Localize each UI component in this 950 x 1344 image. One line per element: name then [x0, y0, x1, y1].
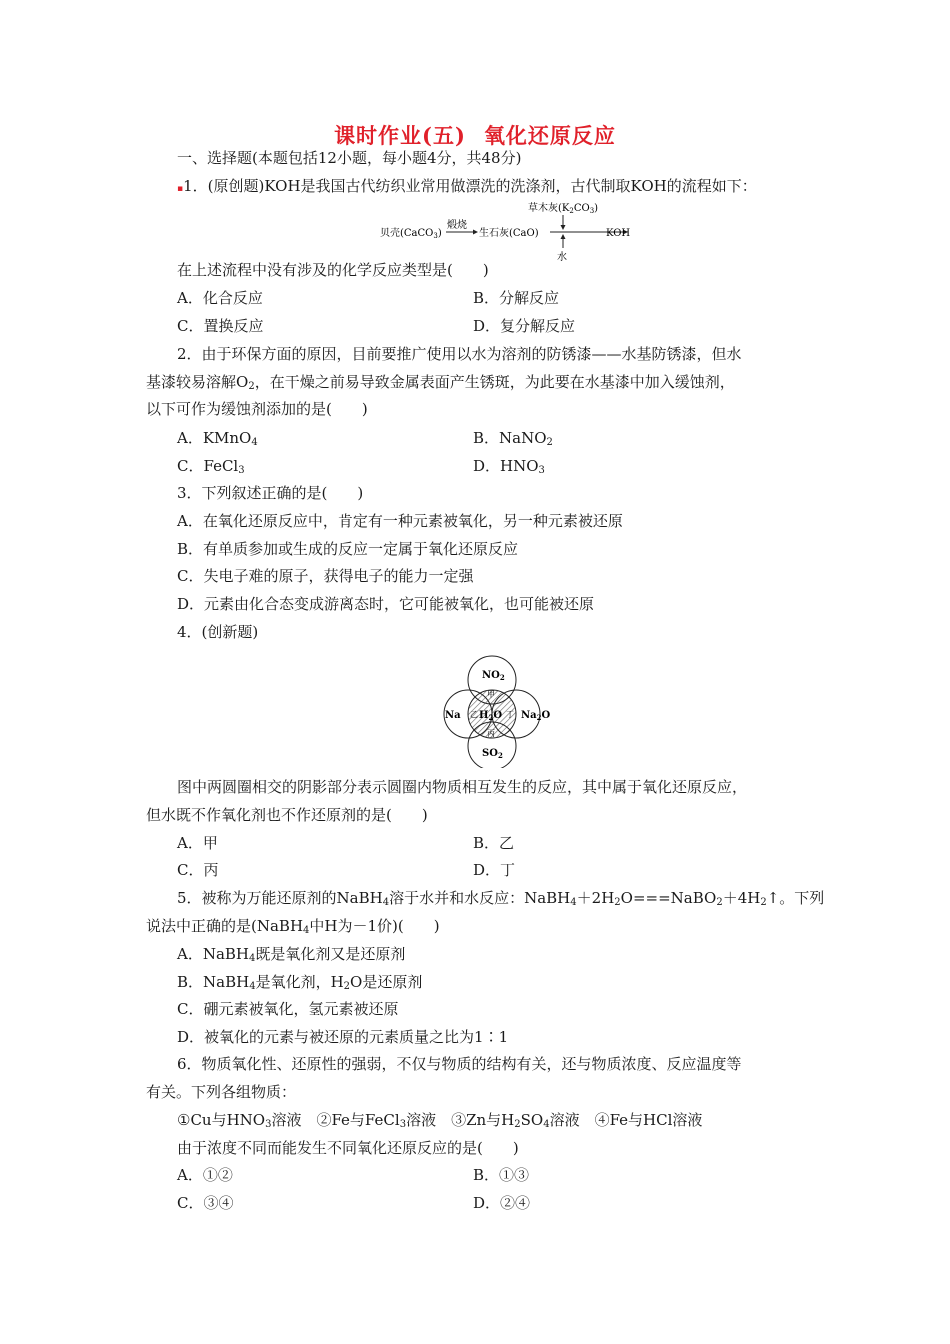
q1-option-c: C．置换反应 [177, 317, 264, 335]
q1-stem: ▪1．(原创题)KOH是我国古代纺织业常用做漂洗的洗涤剂，古代制取KOH的流程如下： [177, 177, 757, 195]
page-title [0, 120, 950, 150]
q4-option-a: A．甲 [177, 834, 218, 852]
flow-top-input: 草木灰$(K_2CO_3)$ [528, 203, 599, 215]
label-ding: 丁 [506, 710, 514, 719]
label-bing: 丙 [487, 729, 495, 738]
flow-arrow-top-head [561, 225, 566, 230]
q1-option-d: D．复分解反应 [473, 317, 576, 335]
q5-line2: 说法中正确的是(NaBH$_4$中H为－1价)( ) [146, 917, 440, 936]
title-part2: 氧化还原反应 [483, 123, 616, 148]
flow-middle: 生石灰(CaO) [479, 228, 539, 239]
q5-option-b: B．NaBH$_4$是氧化剂，$H_2O$是还原剂 [177, 973, 423, 992]
q2-line1: 2．由于环保方面的原因，目前要推广使用以水为溶剂的防锈漆——水基防锈漆，但水 [177, 345, 742, 363]
q5-option-c: C．硼元素被氧化，氢元素被还原 [177, 1000, 399, 1018]
q1-question: 在上述流程中没有涉及的化学反应类型是( ) [177, 261, 489, 279]
q2-option-d: D．$HNO_3$ [473, 457, 545, 476]
label-center: $H_2O$ [479, 710, 503, 722]
q5-option-a: A．NaBH$_4$既是氧化剂又是还原剂 [177, 945, 406, 964]
q6-items: ①Cu与$HNO_3$溶液 ②Fe与FeCl$_3$溶液 ③Zn与$H_2SO_4$溶液 ④Fe与HCl溶液 [177, 1111, 703, 1130]
q4-stem: 4．(创新题) [177, 623, 259, 641]
q3-stem: 3．下列叙述正确的是( ) [177, 484, 364, 502]
label-bottom: $SO_2$ [482, 748, 503, 760]
q3-option-a: A．在氧化还原反应中，肯定有一种元素被氧化，另一种元素被还原 [177, 512, 623, 530]
flow-step1-label: 煅烧 [447, 220, 467, 231]
q6-question: 由于浓度不同而能发生不同氧化还原反应的是( ) [177, 1139, 519, 1157]
q3-option-d: D．元素由化合态变成游离态时，它可能被氧化，也可能被还原 [177, 595, 595, 613]
title-part1: 课时作业(五) [334, 123, 466, 148]
q2-option-c: C．FeCl$_3$ [177, 457, 245, 476]
flow-product: KOH [606, 228, 631, 239]
section-heading: 一、选择题(本题包括12小题，每小题4分，共48分) [177, 149, 522, 167]
q2-option-b: B．NaNO$_2$ [473, 429, 553, 448]
q6-option-a: A．①② [177, 1166, 233, 1184]
q4-circle-diagram [425, 650, 555, 768]
label-left: Na [445, 710, 461, 721]
q5-option-d: D．被氧化的元素与被还原的元素质量之比为1∶1 [177, 1028, 509, 1046]
q6-line1: 6．物质氧化性、还原性的强弱，不仅与物质的结构有关，还与物质浓度、反应温度等 [177, 1055, 742, 1073]
label-yi: 乙 [470, 710, 478, 719]
flow-arrow-bottom-head [561, 234, 566, 239]
q1-flow-diagram [380, 199, 640, 265]
q4-line1: 图中两圆圈相交的阴影部分表示圆圈内物质相互发生的反应，其中属于氧化还原反应， [177, 778, 748, 796]
flow-arrow-1-head [473, 230, 478, 235]
q4-option-d: D．丁 [473, 861, 516, 879]
label-top: $NO_2$ [482, 670, 505, 682]
q3-option-c: C．失电子难的原子，获得电子的能力一定强 [177, 567, 474, 585]
q5-line1: 5．被称为万能还原剂的NaBH$_4$溶于水并和水反应：$NaBH_4+2H_2O===NaBO_2+4H_2↑$。下列 [177, 889, 825, 908]
q6-option-d: D．②④ [473, 1194, 531, 1212]
q1-option-a: A．化合反应 [177, 289, 263, 307]
q6-line2: 有关。下列各组物质： [146, 1083, 297, 1101]
q3-option-b: B．有单质参加或生成的反应一定属于氧化还原反应 [177, 540, 519, 558]
q4-option-c: C．丙 [177, 861, 219, 879]
label-jia: 甲 [487, 690, 495, 699]
q4-option-b: B．乙 [473, 834, 515, 852]
q6-option-b: B．①③ [473, 1166, 530, 1184]
flow-bottom-input: 水 [557, 252, 567, 263]
q2-line2: 基漆较易溶解$O_2$，在干燥之前易导致金属表面产生锈斑，为此要在水基漆中加入缓蚀剂， [146, 373, 735, 392]
q4-line2: 但水既不作氧化剂也不作还原剂的是( ) [146, 806, 428, 824]
q1-option-b: B．分解反应 [473, 289, 560, 307]
q1-stem-text: 1．(原创题)KOH是我国古代纺织业常用做漂洗的洗涤剂，古代制取KOH的流程如下： [183, 177, 757, 195]
label-right: $Na_2O$ [521, 710, 551, 722]
q2-line3: 以下可作为缓蚀剂添加的是( ) [146, 400, 368, 418]
q6-option-c: C．③④ [177, 1194, 234, 1212]
flow-start: 贝壳(CaCO$_3$) [380, 228, 442, 240]
q2-option-a: A．KMnO$_4$ [177, 429, 258, 448]
